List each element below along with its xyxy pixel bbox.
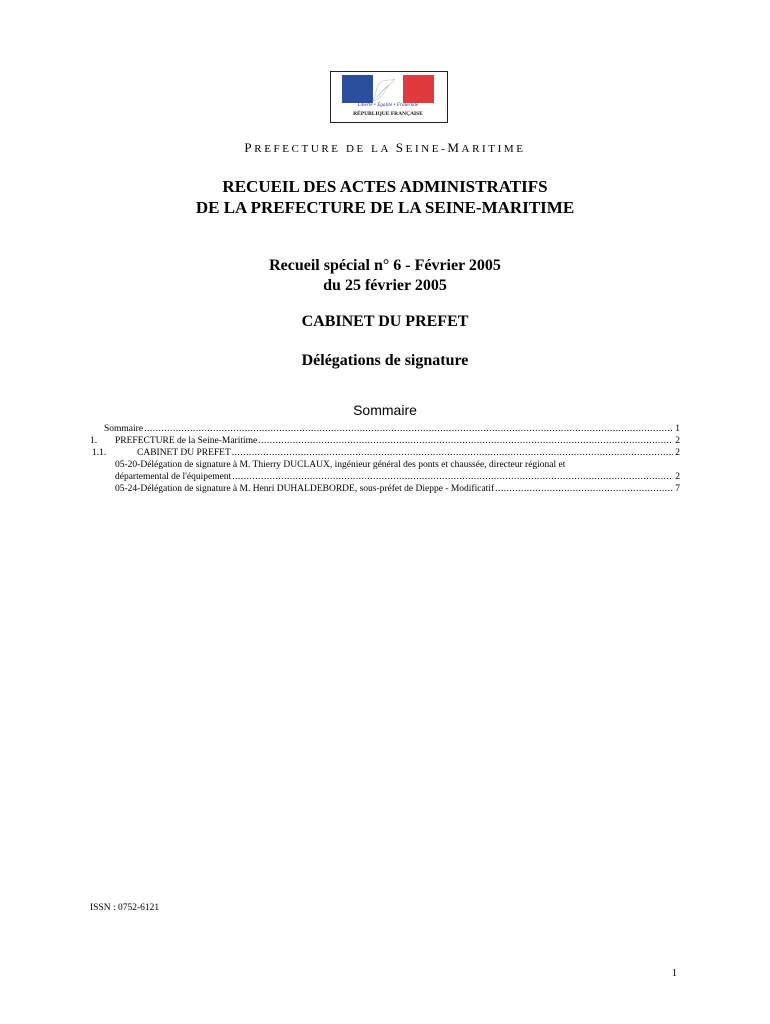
recueil-line-1: Recueil spécial n° 6 - Février 2005 [269,257,501,274]
toc-entry-duclaux-line-1[interactable]: 05-20-Délégation de signature à M. Thierry DUCLAUX, ingénieur général des ponts et chaussée, directeur régional et [115,460,566,470]
cabinet-heading: CABINET DU PREFET [301,313,469,330]
recueil-subtitle [0,256,770,296]
table-of-contents [90,423,680,495]
document-title [0,176,770,218]
toc-entry-cabinet[interactable]: 1.1. CABINET DU PREFET ..... 2 [90,447,680,459]
toc-entry-sommaire[interactable]: Sommaire ..... 1 [90,423,680,435]
issn-number: ISSN : 0752-6121 [90,903,160,913]
toc-entry-duhaldeborde[interactable]: 05-24-Délégation de signature à M. Henri DUHALDEBORDE, sous-préfet de Dieppe - Modificatif ..... 7 [90,483,680,495]
logo-motto: Liberté • Égalité • Fraternité [357,103,419,108]
title-line-2: DE LA PREFECTURE DE LA SEINE-MARITIME [195,198,575,217]
toc-entry-duclaux-line-2[interactable]: départemental de l'équipement ..... 2 [90,471,680,483]
logo-republic-label: RÉPUBLIQUE FRANÇAISE [353,111,423,117]
title-line-1: RECUEIL DES ACTES ADMINISTRATIFS [222,177,548,196]
sommaire-heading: Sommaire [353,402,417,418]
prefecture-heading: PREFECTURE DE LA SEINE-MARITIME [244,140,526,155]
delegations-heading: Délégations de signature [301,352,469,369]
republique-francaise-logo [330,71,448,123]
recueil-line-2: du 25 février 2005 [323,277,447,294]
tricolor-flag-icon [342,75,434,103]
page-number: 1 [672,968,677,979]
toc-entry-prefecture[interactable]: 1. PREFECTURE de la Seine-Maritime ..... 2 [90,435,680,447]
